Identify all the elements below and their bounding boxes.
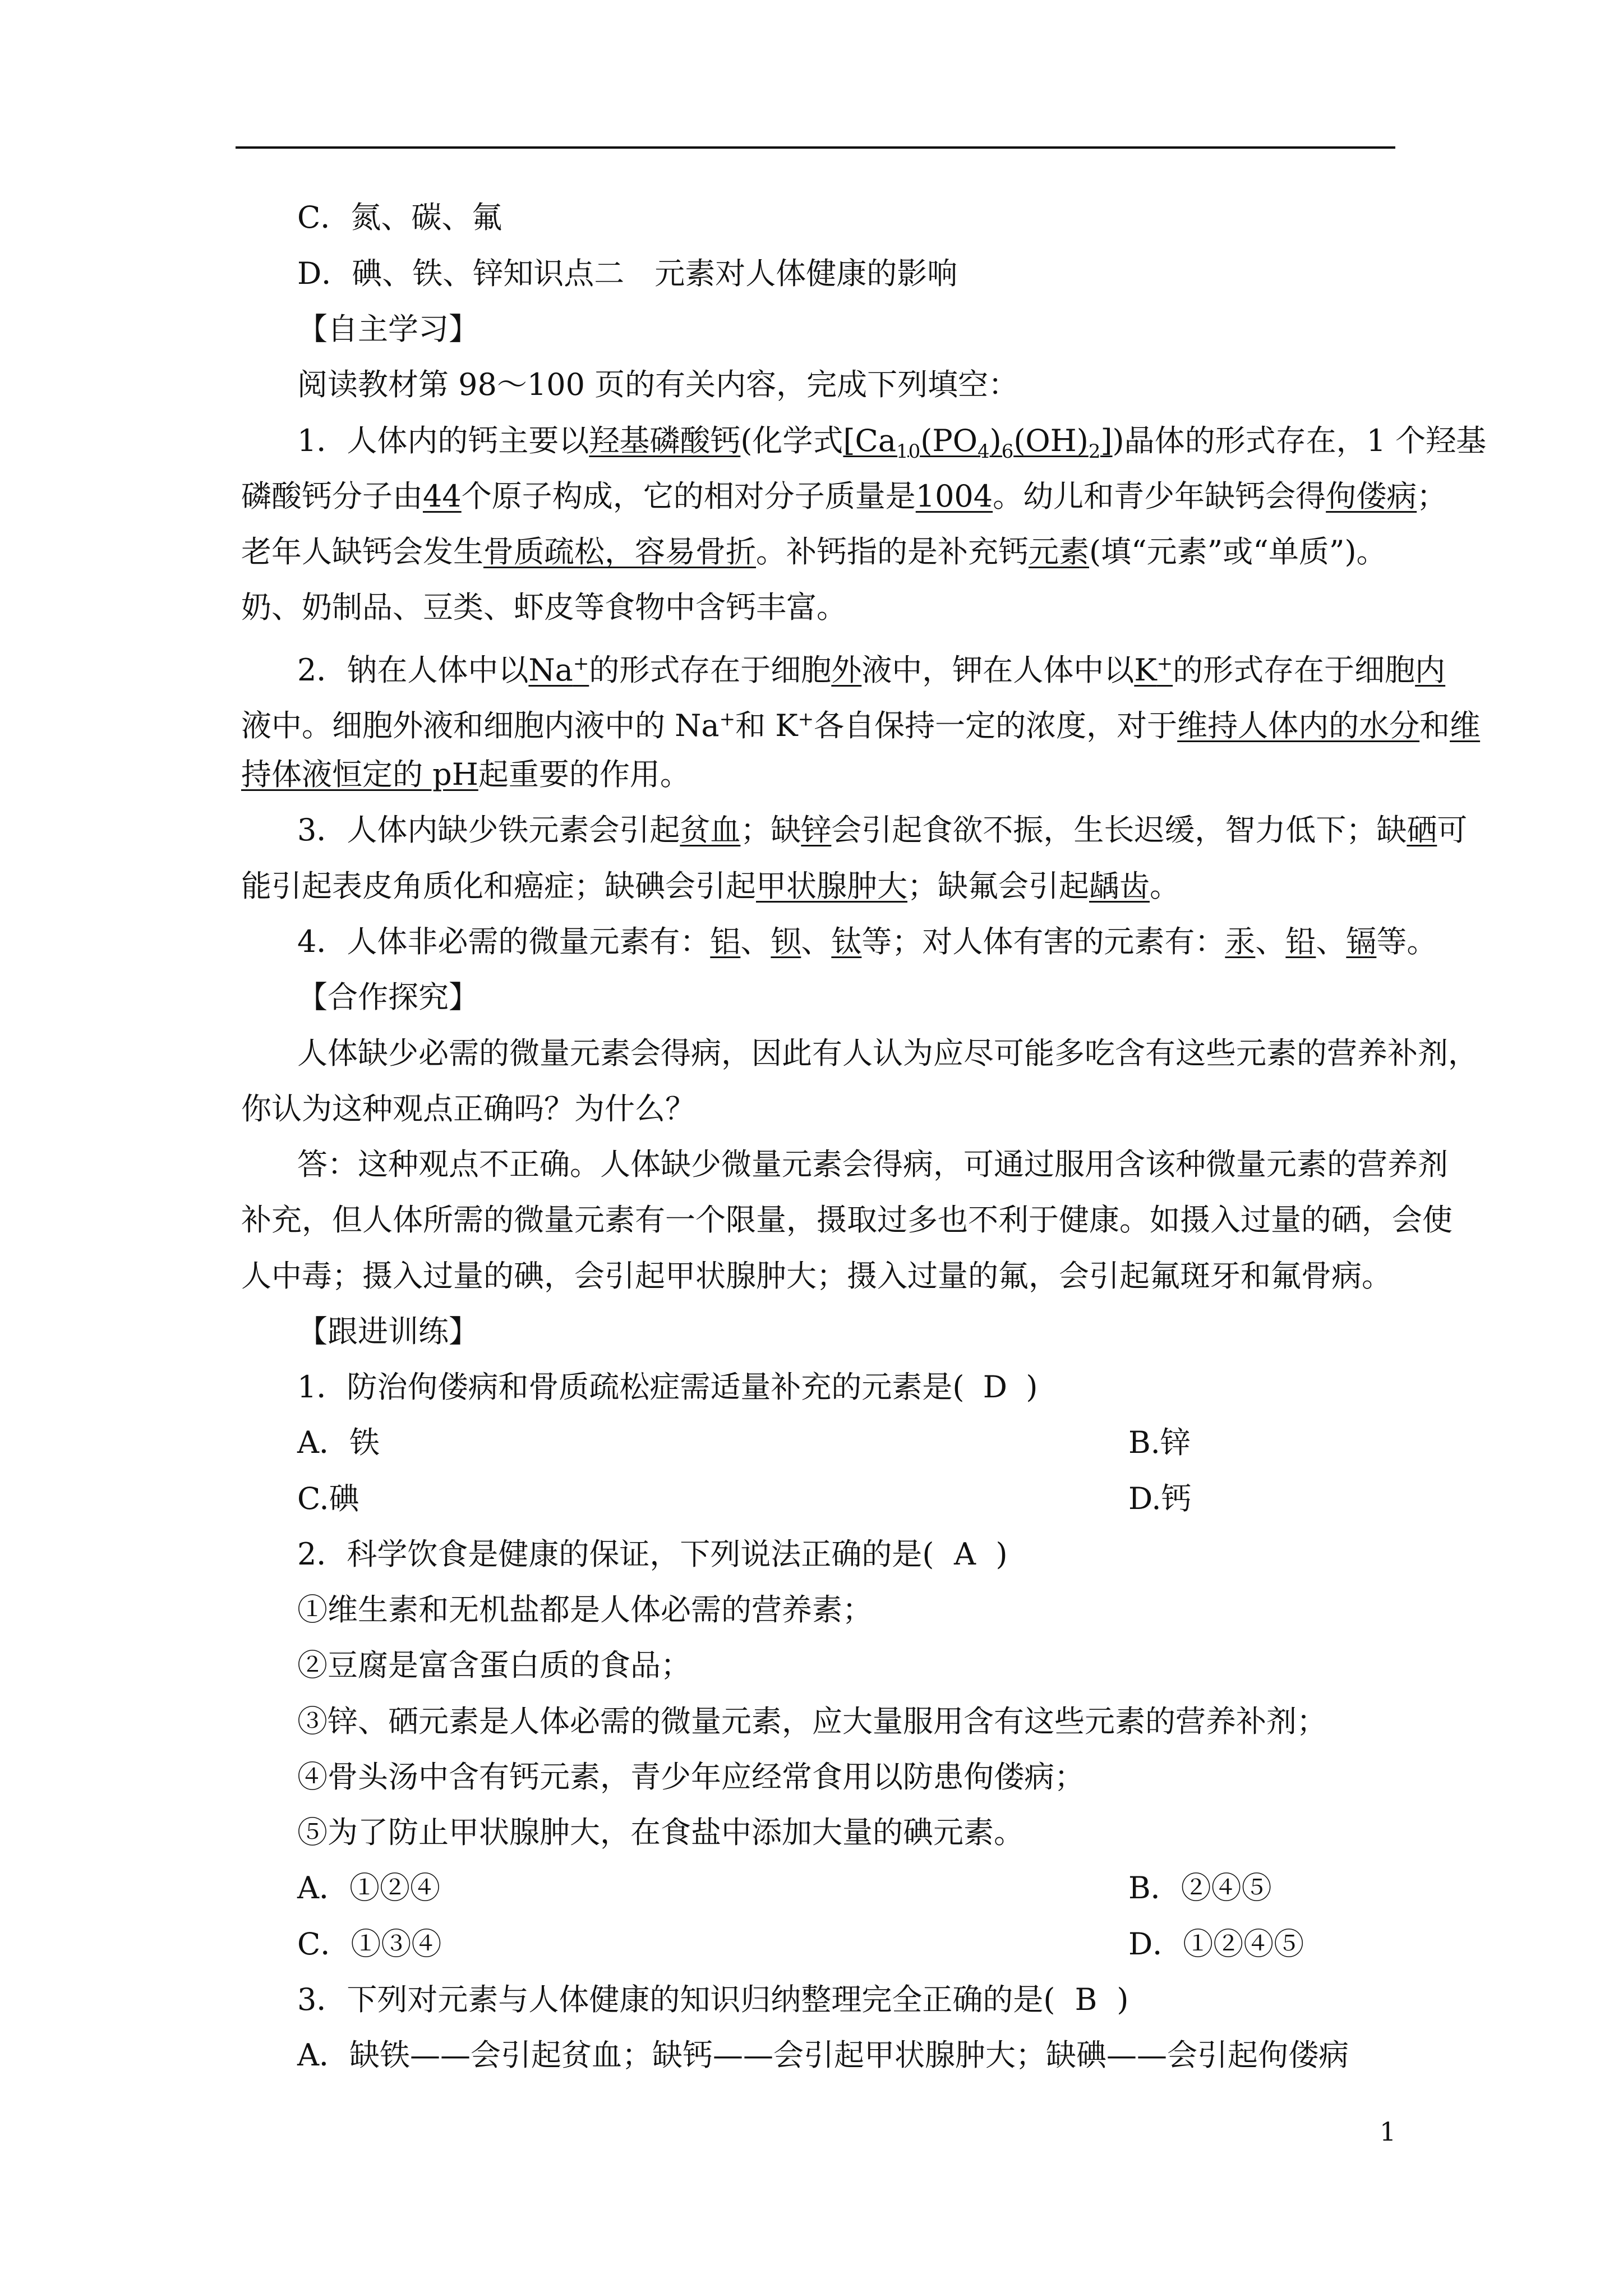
prev-option-c: C．氮、碳、氟 <box>297 200 502 235</box>
answer-blank: 硒 <box>1407 812 1437 848</box>
answer-blank: 元素 <box>1029 534 1089 569</box>
q2-option-b: B．②④⑤ <box>1128 1870 1272 1906</box>
p1-line1: 1．人体内的钙主要以羟基磷酸钙(化学式$[Ca_{10}(PO_4)_6(OH)_2]$)晶体的形式存在，1 个羟基 <box>297 423 1487 463</box>
self-study-heading: 【自主学习】 <box>297 311 479 347</box>
self-study-intro: 阅读教材第 98～100 页的有关内容，完成下列填空： <box>297 367 1019 402</box>
q1-stem: 1．防治佝偻病和骨质疏松症需适量补充的元素是( D ) <box>297 1369 1038 1405</box>
p2-line2: 液中。细胞外液和细胞内液中的 Na+和 K+各自保持一定的浓度，对于维持人体内的水分和维 <box>241 708 1481 743</box>
q1-options-row1 <box>297 1425 1191 1461</box>
q2-option-c: C．①③④ <box>297 1926 442 1962</box>
q2-statement: ②豆腐是富含蛋白质的食品； <box>297 1648 691 1683</box>
coop-answer-line3: 人中毒；摄入过量的碘，会引起甲状腺肿大；摄入过量的氟，会引起氟斑牙和氟骨病。 <box>241 1258 1392 1294</box>
prev-option-d: D．碘、铁、锌知识点二 元素对人体健康的影响 <box>297 256 958 291</box>
answer-blank: 钛 <box>831 924 862 959</box>
q1-option-b: B.锌 <box>1128 1425 1191 1460</box>
q2-statement: ③锌、硒元素是人体必需的微量元素，应大量服用含有这些元素的营养补剂； <box>297 1704 1327 1739</box>
q1-options-row2 <box>297 1481 1192 1517</box>
q1-option-d: D.钙 <box>1128 1481 1192 1516</box>
q2-options-row1 <box>297 1870 1272 1906</box>
p3-line2: 能引起表皮角质化和癌症；缺碘会引起甲状腺肿大；缺氟会引起龋齿。 <box>241 868 1180 904</box>
q1-option-a: A．铁 <box>297 1425 380 1460</box>
coop-answer-line1: 答：这种观点不正确。人体缺少微量元素会得病，可通过服用含该种微量元素的营养剂 <box>297 1147 1448 1182</box>
q3-stem: 3．下列对元素与人体健康的知识归纳整理完全正确的是( B ) <box>297 1982 1129 2017</box>
p1-line2: 磷酸钙分子由44个原子构成，它的相对分子质量是1004。幼儿和青少年缺钙会得佝偻病； <box>241 478 1447 514</box>
answer-blank: 44 <box>423 478 462 514</box>
answer-blank: 内 <box>1415 652 1446 688</box>
answer-blank: 镉 <box>1346 924 1377 959</box>
answer-blank: 佝偻病 <box>1326 478 1417 514</box>
answer-blank: 龋齿 <box>1089 868 1150 904</box>
q2-stem: 2．科学饮食是健康的保证，下列说法正确的是( A ) <box>297 1536 1008 1572</box>
coop-answer-line2: 补充，但人体所需的微量元素有一个限量，摄取过多也不利于健康。如摄入过量的硒，会使 <box>241 1202 1453 1237</box>
header-rule <box>236 146 1395 149</box>
q2-answer: A <box>953 1536 976 1572</box>
p2-line1: 2．钠在人体中以Na+的形式存在于细胞外液中，钾在人体中以K+的形式存在于细胞内 <box>297 652 1446 688</box>
answer-blank: 羟基磷酸钙 <box>589 423 741 458</box>
q2-statement: ④骨头汤中含有钙元素，青少年应经常食用以防患佝偻病； <box>297 1759 1085 1795</box>
coop-question-line1: 人体缺少必需的微量元素会得病，因此有人认为应尽可能多吃含有这些元素的营养补剂， <box>297 1036 1478 1071</box>
answer-blank: 维 <box>1450 708 1481 743</box>
answer-blank: 铝 <box>710 924 741 959</box>
answer-blank: 维持人体内的水分 <box>1177 708 1420 743</box>
p1-line3: 老年人缺钙会发生骨质疏松，容易骨折。补钙指的是补充钙元素(填“元素”或“单质”)。 <box>241 534 1387 569</box>
p3-line1: 3．人体内缺少铁元素会引起贫血；缺锌会引起食欲不振，生长迟缓，智力低下；缺硒可 <box>297 812 1468 848</box>
q1-answer: D <box>983 1369 1008 1405</box>
q2-options-row2 <box>297 1926 1304 1962</box>
answer-blank: 持体液恒定的 pH <box>241 757 478 792</box>
answer-blank: 铅 <box>1285 924 1316 959</box>
coop-question-line2: 你认为这种观点正确吗？为什么？ <box>241 1091 695 1126</box>
q3-option-a: A．缺铁——会引起贫血；缺钙——会引起甲状腺肿大；缺碘——会引起佝偻病 <box>297 2037 1349 2073</box>
answer-blank: 1004 <box>915 478 993 514</box>
answer-blank: 汞 <box>1225 924 1256 959</box>
answer-blank: 贫血 <box>680 812 741 848</box>
answer-blank: 外 <box>831 652 862 688</box>
answer-blank: 锌 <box>801 812 832 848</box>
p2-line3: 持体液恒定的 pH起重要的作用。 <box>241 757 690 792</box>
q2-option-a: A．①②④ <box>297 1870 440 1906</box>
answer-blank: Na+ <box>528 652 589 688</box>
q1-option-c: C.碘 <box>297 1481 359 1516</box>
coop-heading: 【合作探究】 <box>297 979 479 1015</box>
training-heading: 【跟进训练】 <box>297 1314 479 1349</box>
formula-blank: $[Ca_{10}(PO_4)_6(OH)_2]$ <box>843 423 1113 463</box>
answer-blank: K+ <box>1134 652 1173 688</box>
page-number: 1 <box>1380 2116 1396 2147</box>
p1-line4: 奶、奶制品、豆类、虾皮等食物中含钙丰富。 <box>241 590 847 625</box>
answer-blank: 骨质疏松，容易骨折 <box>483 534 756 569</box>
answer-blank: 甲状腺肿大 <box>756 868 907 904</box>
p4-line1: 4．人体非必需的微量元素有：铝、钡、钛等；对人体有害的元素有：汞、铅、镉等。 <box>297 924 1437 959</box>
q2-statement: ①维生素和无机盐都是人体必需的营养素； <box>297 1592 873 1627</box>
q2-statement: ⑤为了防止甲状腺肿大，在食盐中添加大量的碘元素。 <box>297 1815 1024 1850</box>
q3-answer: B <box>1075 1982 1098 2017</box>
answer-blank: 钡 <box>771 924 801 959</box>
q2-option-d: D．①②④⑤ <box>1128 1926 1304 1962</box>
